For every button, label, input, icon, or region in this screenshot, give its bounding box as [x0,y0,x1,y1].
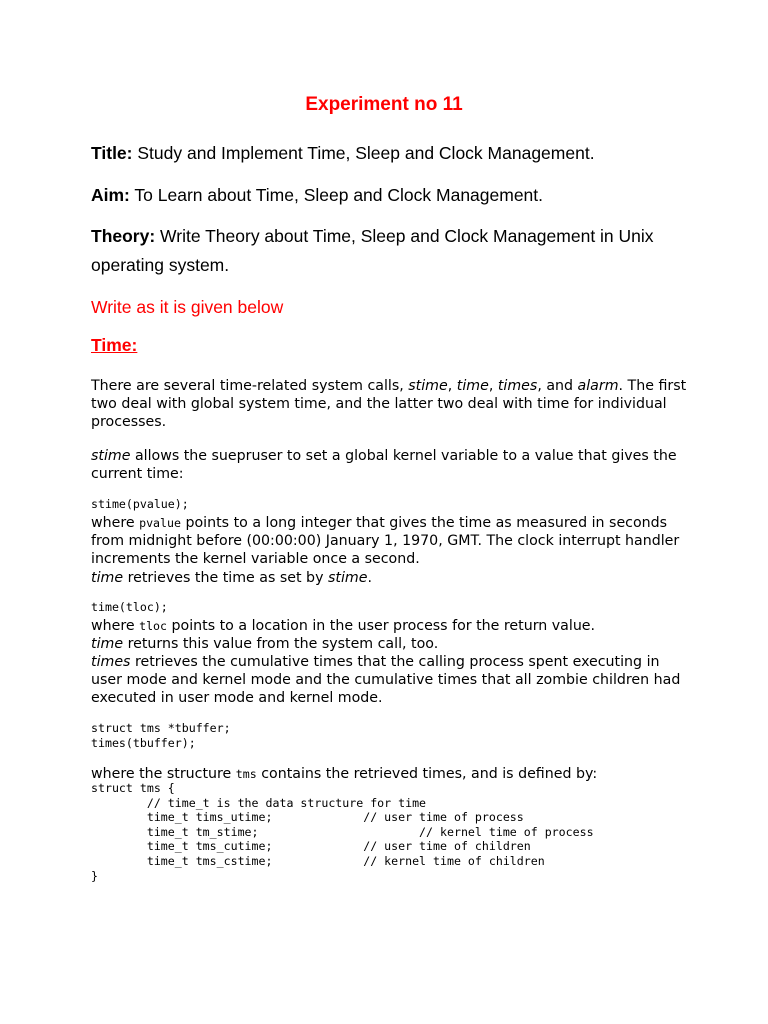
p1-comma-2: , [488,378,498,394]
title-line [91,139,691,168]
p3-pvalue: pvalue [139,516,181,530]
instruction-line: Write as it is given below [91,297,284,317]
title-label: Title: [91,143,133,163]
title-text: Study and Implement Time, Sleep and Clock Management. [132,143,595,163]
p5-text-b: contains the retrieved times, and is defined by: [256,766,598,782]
theory-label: Theory: [91,226,156,246]
paragraph-pvalue [91,514,691,587]
p3-period: . [367,569,372,586]
p3-stime: stime [327,569,368,586]
p1-and: , and [537,378,578,394]
aim-line [91,181,691,210]
p1-comma-1: , [447,378,457,394]
code-struct-tms: struct tms { // time_t is the data structure for time time_t tims_utime; // user time of process time_t tm_stime; // kernel time of process time_t tms_cutime; // user time of children time_t tms_cstime; // kernel time of children } [91,781,594,883]
p3-time-line [91,569,691,587]
paragraph-stime [91,447,691,483]
p4-time: time [91,636,124,653]
aim-text: To Learn about Time, Sleep and Clock Management. [129,185,544,205]
p1-text-a: There are several time-related system calls, [91,378,409,394]
p4-where: where [91,618,140,634]
p3-time: time [91,569,124,586]
p1-times: times [497,378,538,394]
experiment-heading: Experiment no 11 [305,94,463,115]
code-stime: stime(pvalue); [91,497,189,511]
p5-tms: tms [235,767,257,781]
p3-text-b: points to a long integer that gives the time as measured in seconds from midnight before (00:00:00) January 1, 1970, GMT. The clock interrupt handler increments the kernel variable once a second. [91,515,680,568]
p5-where: where the structure [91,766,236,782]
p4-text-b: points to a location in the user process for the return value. [167,618,596,634]
theory-line [91,222,701,280]
p2-text: allows the suepruser to set a global kernel variable to a value that gives the current time: [91,448,677,483]
p4-text-d: retrieves the cumulative times that the calling process spent executing in user mode and kernel mode and the cumulative times that all zombie children had executed in user mode and kernel mode. [91,654,681,707]
p3-text-c: retrieves the time as set by [123,569,328,586]
p4-tloc: tloc [139,619,168,633]
p1-text-b: . The first two deal with global system time, and the latter two deal with time for individual processes. [91,378,687,431]
p1-time: time [456,378,489,394]
p3-where: where [91,515,140,531]
paragraph-intro [91,377,691,432]
paragraph-tloc [91,617,611,653]
theory-text: Write Theory about Time, Sleep and Clock Management in Unix operating system. [91,226,654,275]
aim-label: Aim: [91,185,130,205]
p1-alarm: alarm [577,378,619,394]
p1-stime: stime [408,378,448,394]
p4-text-c: returns this value from the system call, too. [123,636,439,653]
code-tms-pointer: struct tms *tbuffer; times(tbuffer); [91,721,231,750]
paragraph-times [91,653,691,708]
p4-times: times [91,654,131,670]
p2-stime: stime [91,448,131,464]
code-time: time(tloc); [91,600,168,614]
section-heading-time: Time: [91,335,138,355]
